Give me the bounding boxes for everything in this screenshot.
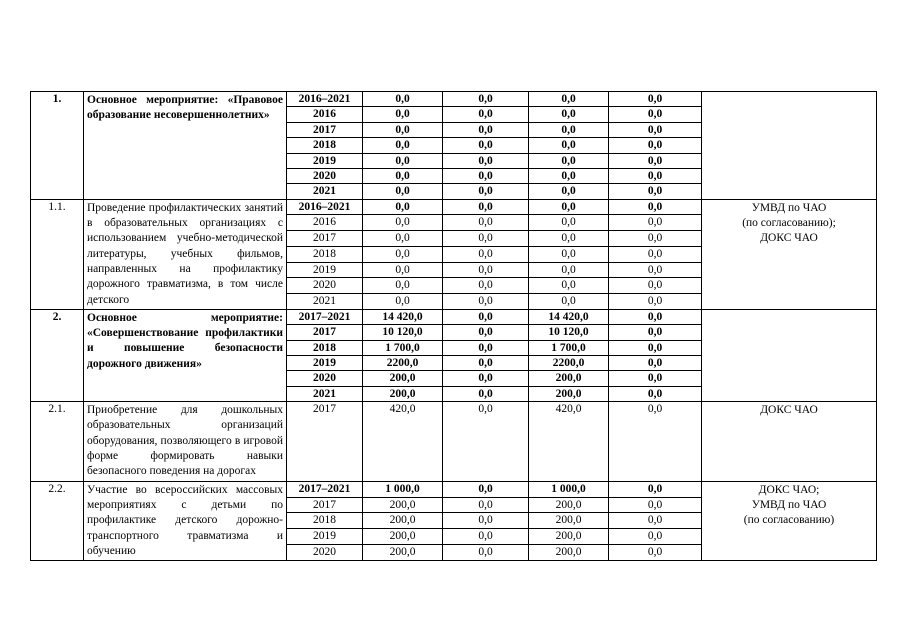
responsible-line: УМВД по ЧАО [751,201,827,214]
funding-cell: 0,0 [443,199,529,215]
total-cell: 0,0 [363,246,443,262]
funding-cell: 200,0 [529,497,609,513]
funding-cell: 0,0 [609,529,702,545]
funding-cell: 0,0 [529,231,609,247]
funding-cell: 0,0 [443,545,529,561]
total-cell: 0,0 [363,107,443,122]
responsible-line: (по согласованию) [743,513,835,526]
total-cell: 0,0 [363,199,443,215]
year-cell: 2020 [287,278,363,294]
funding-cell: 0,0 [529,138,609,153]
year-cell: 2017–2021 [287,481,363,497]
funding-cell: 0,0 [609,262,702,278]
funding-cell: 0,0 [609,246,702,262]
responsible-line: ДОКС ЧАО [760,231,818,244]
item-number: 2. [31,309,84,401]
funding-cell: 0,0 [443,92,529,107]
year-cell: 2017–2021 [287,309,363,324]
funding-cell: 0,0 [529,278,609,294]
funding-cell: 0,0 [529,184,609,199]
item-name: Основное мероприятие: «Правовое образование несовершеннолетних» [84,92,287,200]
funding-cell: 200,0 [529,513,609,529]
table-row [31,199,877,215]
total-cell: 14 420,0 [363,309,443,324]
total-cell: 200,0 [363,497,443,513]
total-cell: 420,0 [363,402,443,481]
year-cell: 2020 [287,371,363,386]
year-cell: 2019 [287,355,363,370]
item-number: 1. [31,92,84,200]
year-cell: 2018 [287,246,363,262]
funding-cell: 0,0 [443,278,529,294]
year-cell: 2020 [287,545,363,561]
total-cell: 0,0 [363,122,443,137]
year-cell: 2016–2021 [287,92,363,107]
funding-cell: 200,0 [529,371,609,386]
total-cell: 200,0 [363,386,443,401]
funding-cell: 0,0 [443,371,529,386]
funding-cell: 0,0 [529,107,609,122]
funding-cell: 0,0 [609,309,702,324]
total-cell: 2200,0 [363,355,443,370]
funding-cell: 0,0 [609,402,702,481]
year-cell: 2017 [287,402,363,481]
funding-cell: 0,0 [609,215,702,231]
funding-cell: 0,0 [443,340,529,355]
year-cell: 2016 [287,215,363,231]
funding-cell: 1 700,0 [529,340,609,355]
responsible-executor [702,481,877,560]
total-cell: 0,0 [363,168,443,183]
year-cell: 2020 [287,168,363,183]
funding-cell: 0,0 [609,184,702,199]
funding-cell: 200,0 [529,545,609,561]
funding-cell: 200,0 [529,529,609,545]
total-cell: 0,0 [363,215,443,231]
funding-cell: 0,0 [529,294,609,310]
total-cell: 200,0 [363,545,443,561]
total-cell: 0,0 [363,153,443,168]
funding-cell: 0,0 [609,325,702,340]
funding-cell: 0,0 [443,325,529,340]
total-cell: 0,0 [363,231,443,247]
responsible-line: (по согласованию); [742,216,836,229]
funding-cell: 0,0 [609,122,702,137]
table-body [31,92,877,561]
total-cell: 1 700,0 [363,340,443,355]
year-cell: 2017 [287,231,363,247]
responsible-line: ДОКС ЧАО [760,404,818,417]
funding-cell: 0,0 [609,497,702,513]
item-name: Приобретение для дошкольных образовательных организаций оборудования, позволяющего в игровой форме формировать навыки безопасного поведения на дорогах [84,402,287,481]
funding-cell: 0,0 [443,184,529,199]
year-cell: 2016–2021 [287,199,363,215]
funding-cell: 2200,0 [529,355,609,370]
funding-cell: 0,0 [609,278,702,294]
funding-cell: 0,0 [443,153,529,168]
year-cell: 2018 [287,513,363,529]
funding-cell: 14 420,0 [529,309,609,324]
funding-cell: 0,0 [609,371,702,386]
table-row [31,92,877,107]
year-cell: 2018 [287,340,363,355]
funding-cell: 0,0 [443,246,529,262]
funding-cell: 0,0 [529,168,609,183]
year-cell: 2018 [287,138,363,153]
funding-cell: 0,0 [609,138,702,153]
funding-cell: 0,0 [443,294,529,310]
year-cell: 2016 [287,107,363,122]
total-cell: 1 000,0 [363,481,443,497]
total-cell: 200,0 [363,371,443,386]
total-cell: 200,0 [363,529,443,545]
responsible-executor [702,402,877,481]
funding-cell: 0,0 [609,340,702,355]
funding-cell: 0,0 [609,386,702,401]
year-cell: 2019 [287,153,363,168]
funding-cell: 0,0 [443,481,529,497]
year-cell: 2017 [287,122,363,137]
item-number: 2.2. [31,481,84,560]
funding-cell: 0,0 [529,215,609,231]
table-row [31,402,877,481]
funding-cell: 0,0 [443,355,529,370]
total-cell: 10 120,0 [363,325,443,340]
funding-cell: 0,0 [609,355,702,370]
funding-cell: 0,0 [609,107,702,122]
responsible-executor [702,199,877,309]
funding-cell: 0,0 [529,153,609,168]
item-name: Проведение профилактических занятий в образовательных организациях с использованием учебно-методической литературы, учебных фильмов, направленных на профилактику дорожного травматизма, в том числе детского [84,199,287,309]
funding-cell: 0,0 [529,262,609,278]
program-activities-table [30,91,877,561]
funding-cell: 1 000,0 [529,481,609,497]
year-cell: 2021 [287,294,363,310]
table-row [31,309,877,324]
item-name: Основное мероприятие: «Совершенствование профилактики и повышение безопасности дорожного движения» [84,309,287,401]
item-name: Участие во всероссийских массовых мероприятиях с детьми по профилактике детского дорожно-транспортного травматизма и обучению [84,481,287,560]
funding-cell: 10 120,0 [529,325,609,340]
funding-cell: 0,0 [443,138,529,153]
table-row [31,481,877,497]
total-cell: 0,0 [363,278,443,294]
funding-cell: 0,0 [609,168,702,183]
funding-cell: 0,0 [609,481,702,497]
funding-cell: 0,0 [443,513,529,529]
funding-cell: 0,0 [443,386,529,401]
funding-cell: 0,0 [443,262,529,278]
year-cell: 2017 [287,325,363,340]
funding-cell: 0,0 [443,107,529,122]
year-cell: 2021 [287,184,363,199]
item-number: 2.1. [31,402,84,481]
responsible-line: ДОКС ЧАО; [758,483,820,496]
total-cell: 0,0 [363,92,443,107]
funding-cell: 0,0 [609,231,702,247]
funding-cell: 0,0 [443,215,529,231]
total-cell: 0,0 [363,138,443,153]
funding-cell: 0,0 [529,92,609,107]
total-cell: 0,0 [363,262,443,278]
funding-cell: 0,0 [609,513,702,529]
funding-cell: 0,0 [609,153,702,168]
item-number: 1.1. [31,199,84,309]
funding-cell: 0,0 [443,231,529,247]
year-cell: 2017 [287,497,363,513]
funding-cell: 0,0 [609,92,702,107]
funding-cell: 0,0 [443,529,529,545]
funding-cell: 0,0 [443,402,529,481]
responsible-line: УМВД по ЧАО [751,498,827,511]
funding-cell: 0,0 [529,199,609,215]
funding-cell: 0,0 [609,199,702,215]
year-cell: 2021 [287,386,363,401]
funding-cell: 0,0 [443,309,529,324]
funding-cell: 0,0 [443,122,529,137]
total-cell: 200,0 [363,513,443,529]
year-cell: 2019 [287,529,363,545]
funding-cell: 0,0 [443,497,529,513]
funding-cell: 0,0 [609,545,702,561]
total-cell: 0,0 [363,184,443,199]
funding-cell: 0,0 [443,168,529,183]
responsible-executor [702,92,877,200]
responsible-executor [702,309,877,401]
total-cell: 0,0 [363,294,443,310]
funding-cell: 200,0 [529,386,609,401]
funding-cell: 0,0 [609,294,702,310]
funding-cell: 420,0 [529,402,609,481]
year-cell: 2019 [287,262,363,278]
funding-cell: 0,0 [529,246,609,262]
funding-cell: 0,0 [529,122,609,137]
